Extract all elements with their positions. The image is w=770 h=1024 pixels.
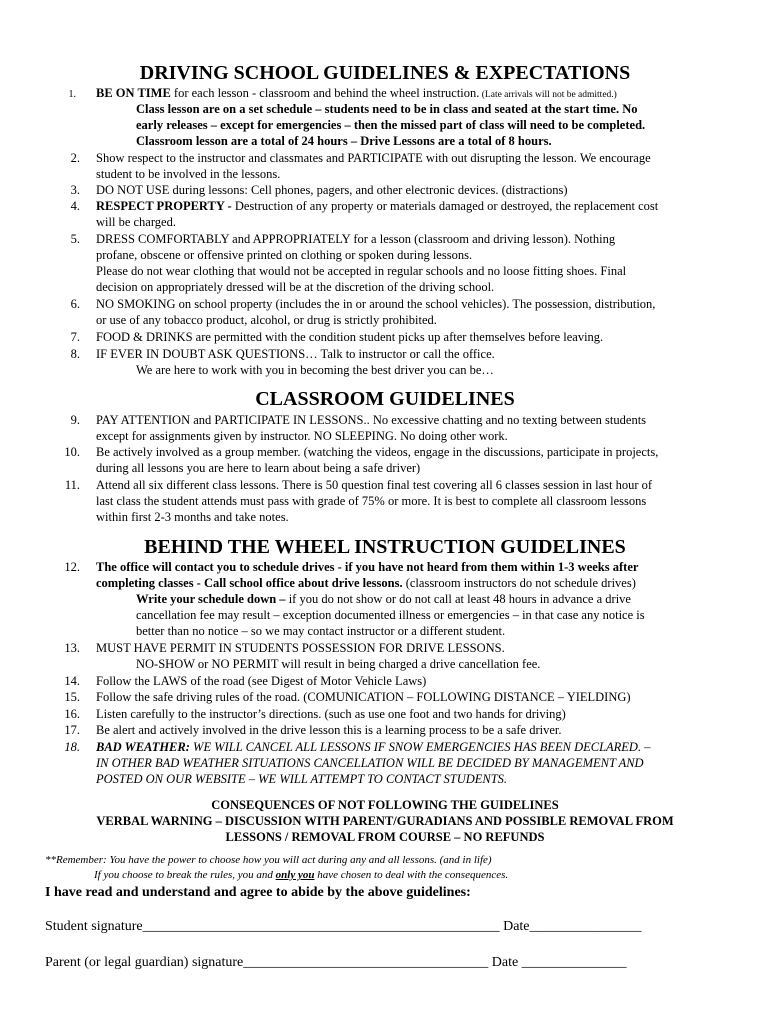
item-12-line-2 [96,575,636,591]
remember-only-you: only you [275,869,315,881]
item-1-line-2: Class lesson are on a set schedule – students need to be in class and seated at the start time. No [136,102,638,116]
item-number: 13. [64,641,80,655]
item-1-small: (Late arrivals will not be admitted.) [479,90,617,100]
item-9-line-2: except for assignments given by instructor. NO SLEEPING. No doing other work. [96,429,508,443]
item-3-line-1: DO NOT USE during lessons: Cell phones, pagers, and other electronic devices. (distractions) [96,183,568,197]
item-12-schedule-text: if you do not show or do not call at least 48 hours in advance a drive [285,592,631,606]
remember-line-1: **Remember: You have the power to choose how you will act during any and all lessons. (and in life) [45,854,492,866]
student-signature-line[interactable]: Student signature___________________________________________________ Date________________ [45,919,642,934]
item-8-line-1: IF EVER IN DOUBT ASK QUESTIONS… Talk to instructor or call the office. [96,347,495,361]
item-1-bold: BE ON TIME [96,86,171,100]
item-5-line-3: Please do not wear clothing that would not be accepted in regular schools and no loose fitting shoes. Final [96,264,627,278]
item-number: 3. [70,183,80,197]
item-18-line-3: POSTED ON OUR WEBSITE – WE WILL ATTEMPT TO CONTACT STUDENTS. [96,772,508,786]
item-4-text: Destruction of any property or materials damaged or destroyed, the replacement cost [234,199,659,213]
classroom-heading: CLASSROOM GUIDELINES [255,388,515,410]
item-13-line-1: MUST HAVE PERMIT IN STUDENTS POSSESSION FOR DRIVE LESSONS. [96,641,505,655]
item-number: 7. [70,330,80,344]
item-11-line-1: Attend all six different class lessons. There is 50 question final test covering all 6 classes session in last hour of [96,478,653,492]
item-18-line-1 [96,739,650,755]
item-12-text: (classroom instructors do not schedule drives) [402,576,636,590]
item-14-line-1: Follow the LAWS of the road (see Digest of Motor Vehicle Laws) [96,674,427,688]
item-number: 11. [64,478,80,492]
item-2-line-2: student to be involved in the lessons. [96,167,281,181]
item-1-text: for each lesson - classroom and behind the wheel instruction. [170,86,480,100]
item-12-line-4: cancellation fee may result – exception documented illness or emergencies – in that case any notice is [136,608,645,622]
item-1-line-4: Classroom lesson are a total of 24 hours – Drive Lessons are a total of 8 hours. [136,134,552,148]
item-12-line-5: better than no notice – so we may contact instructor or a different student. [136,624,506,638]
item-4-bold: RESPECT PROPERTY - [96,199,235,213]
item-12-bold: completing classes - Call school office about drive lessons. [96,576,403,590]
item-1-line-3: early releases – except for emergencies – then the missed part of class will need to be completed. [136,118,646,132]
item-18-text: WE WILL CANCEL ALL LESSONS IF SNOW EMERGENCIES HAS BEEN DECLARED. – [189,740,651,754]
item-5-line-1: DRESS COMFORTABLY and APPROPRIATELY for a lesson (classroom and driving lesson). Nothing [96,232,616,246]
item-number: 12. [64,560,80,574]
item-11-line-3: within first 2-3 months and take notes. [96,510,289,524]
item-number: 6. [70,297,80,311]
item-15-line-1: Follow the safe driving rules of the road. (COMUNICATION – FOLLOWING DISTANCE – YIELDING) [96,690,631,704]
item-8-line-2: We are here to work with you in becoming the best driver you can be… [136,363,494,377]
item-4-line-1 [96,198,658,214]
remember-line-2 [94,868,508,882]
item-5-line-4: decision on appropriately dressed will be at the discretion of the driving school. [96,280,495,294]
item-10-line-1: Be actively involved as a group member. (watching the videos, engage in the discussions, participate in projects, [96,445,659,459]
item-number: 14. [64,674,80,688]
item-17-line-1: Be alert and actively involved in the drive lesson this is a learning process to be a safe driver. [96,723,562,737]
item-7-line-1: FOOD & DRINKS are permitted with the condition student picks up after themselves before leaving. [96,330,604,344]
remember-text-c: have chosen to deal with the consequences. [314,869,509,881]
item-18-line-2: IN OTHER BAD WEATHER SITUATIONS CANCELLATION WILL BE DECIDED BY MANAGEMENT AND [96,756,644,770]
item-11-line-2: last class the student attends must pass with grade of 75% or more. It is best to complete all classroom lessons [96,494,647,508]
item-number: 1. [68,89,76,100]
item-number: 18. [64,740,80,754]
item-16-line-1: Listen carefully to the instructor’s directions. (such as use one foot and two hands for driving) [96,707,566,721]
item-18-bold: BAD WEATHER: [96,740,190,754]
item-12-line-1: The office will contact you to schedule drives - if you have not heard from them within 1-3 weeks after [96,560,639,574]
item-number: 9. [70,413,80,427]
item-6-line-2: or use of any tobacco product, alcohol, or drug is strictly prohibited. [96,313,437,327]
item-4-line-2: will be charged. [96,215,176,229]
document-title: DRIVING SCHOOL GUIDELINES & EXPECTATIONS [139,62,631,84]
item-9-line-1: PAY ATTENTION and PARTICIPATE IN LESSONS.. No excessive chatting and no texting between students [96,413,647,427]
consequences-heading: CONSEQUENCES OF NOT FOLLOWING THE GUIDELINES [211,798,559,812]
item-number: 10. [64,445,80,459]
item-number: 5. [70,232,80,246]
consequences-line-2: VERBAL WARNING – DISCUSSION WITH PARENT/GURADIANS AND POSSIBLE REMOVAL FROM [96,814,674,828]
item-number: 4. [70,199,80,213]
item-12-schedule-bold: Write your schedule down – [136,592,286,606]
item-10-line-2: during all lessons you are here to learn about being a safe driver) [96,461,421,475]
item-12-line-3 [136,591,631,607]
agreement-statement: I have read and understand and agree to abide by the above guidelines: [45,885,471,900]
item-6-line-1: NO SMOKING on school property (includes the in or around the school vehicles). The possession, distribution, [96,297,656,311]
item-number: 15. [64,690,80,704]
parent-signature-line[interactable]: Parent (or legal guardian) signature___________________________________ Date _______________ [45,955,627,970]
item-number: 8. [70,347,80,361]
item-number: 16. [64,707,80,721]
consequences-line-3: LESSONS / REMOVAL FROM COURSE – NO REFUNDS [225,830,545,844]
item-number: 2. [70,151,80,165]
item-2-line-1: Show respect to the instructor and classmates and PARTICIPATE with out disrupting the lesson. We encourage [96,151,651,165]
item-number: 17. [64,723,80,737]
item-5-line-2: profane, obscene or offensive printed on clothing or spoken during lessons. [96,248,473,262]
remember-text-a: If you choose to break the rules, you and [94,869,276,881]
wheel-heading: BEHIND THE WHEEL INSTRUCTION GUIDELINES [144,536,626,558]
item-13-line-2: NO-SHOW or NO PERMIT will result in being charged a drive cancellation fee. [136,657,541,671]
